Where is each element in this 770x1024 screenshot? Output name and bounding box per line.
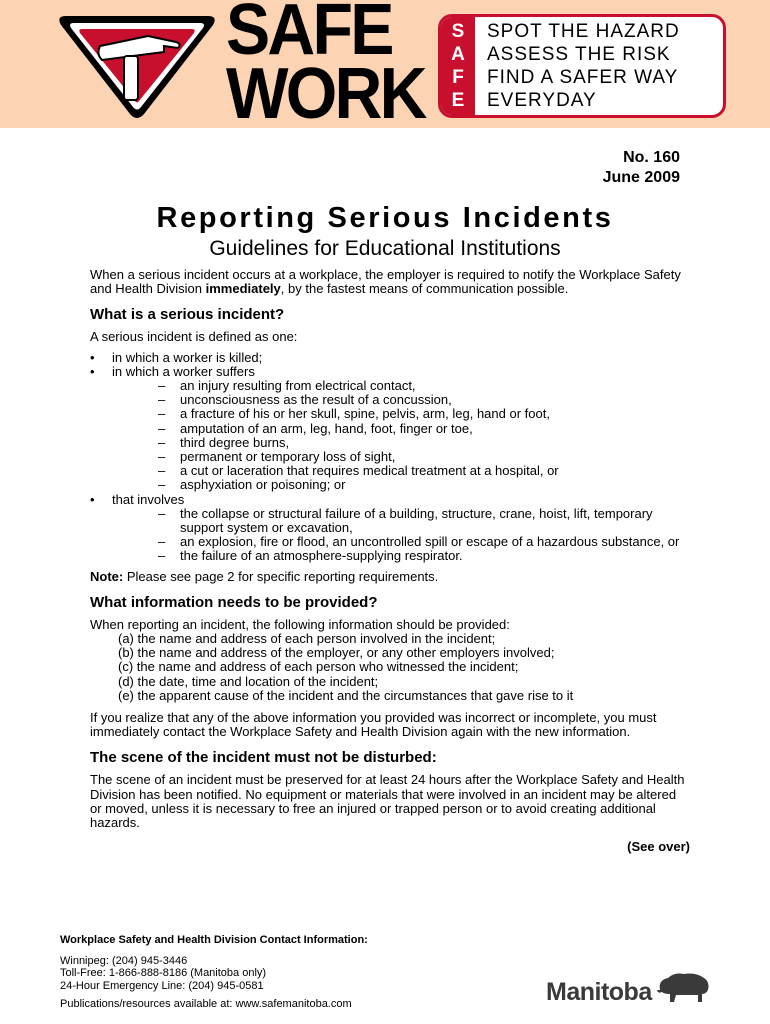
list-item: (b) the name and address of the employer, or any other employers involved;	[118, 645, 555, 661]
issue-info	[603, 148, 680, 188]
intro-emphasis: immediately	[205, 281, 281, 297]
intro-text: When a serious incident occurs at a workplace, the employer is required to notify the Workplace Safety and Health Division	[90, 267, 681, 297]
slogan-acronym-strip	[441, 17, 475, 115]
work-wordmark: WORK	[226, 54, 425, 134]
sublist-item: – third degree burns,	[158, 436, 690, 450]
section1-lead: A serious incident is defined as one:	[90, 329, 298, 345]
manitoba-wordmark: Manitoba	[546, 978, 652, 1006]
slogan-letter: A	[451, 44, 465, 65]
section-heading-scene: The scene of the incident must not be disturbed:	[90, 749, 437, 767]
section-heading-information: What information needs to be provided?	[90, 593, 378, 611]
slogan-letter: E	[451, 90, 465, 111]
section-heading-serious-incident: What is a serious incident?	[90, 306, 285, 324]
slogan-letter: S	[451, 21, 465, 42]
sublist-item: – an injury resulting from electrical contact,	[158, 379, 690, 393]
see-over-label: (See over)	[627, 839, 690, 855]
contact-line: Winnipeg: (204) 945-3446	[60, 954, 188, 967]
section2-lead: When reporting an incident, the following information should be provided:	[90, 616, 510, 632]
list-item: • that involves – the collapse or structural failure of a building, structure, crane, hoist, lift, temporary support system or excavation, – an explosion, fire or flood, an uncontrolled spill or escape of a hazardous substance, or – the failure of an atmosphere-supplying respirator.	[90, 493, 690, 564]
sublist-item: – an explosion, fire or flood, an uncontrolled spill or escape of a hazardous substance, or	[158, 535, 690, 549]
contact-heading: Workplace Safety and Health Division Contact Information:	[60, 934, 368, 946]
slogan-line: FIND A SAFER WAY	[487, 67, 679, 88]
contact-line: 24-Hour Emergency Line: (204) 945-0581	[60, 979, 264, 992]
issue-number: No. 160	[623, 149, 680, 166]
slogan-line: ASSESS THE RISK	[487, 44, 671, 65]
resources-line: Publications/resources available at: www.safemanitoba.com	[60, 998, 352, 1010]
list-item: • in which a worker is killed;	[90, 351, 690, 365]
header-banner	[0, 0, 770, 134]
sublist-item: – amputation of an arm, leg, hand, foot, finger or toe,	[158, 422, 690, 436]
serious-incident-list	[90, 351, 690, 564]
safe-wordmark: SAFE	[226, 0, 392, 70]
contact-footer	[60, 934, 480, 1011]
contact-line: Toll-Free: 1-866-888-8186 (Manitoba only)	[60, 967, 267, 979]
page-title: Reporting Serious Incidents	[156, 202, 614, 234]
list-item: (e) the apparent cause of the incident and the circumstances that gave rise to it	[118, 687, 574, 703]
slogan-box	[438, 14, 726, 118]
hammer-triangle-icon	[52, 10, 222, 122]
sublist-item: – asphyxiation or poisoning; or	[158, 478, 690, 492]
sublist-item: – the collapse or structural failure of a building, structure, crane, hoist, lift, temporary support system or excavation,	[158, 507, 690, 535]
sublist-item: – a fracture of his or her skull, spine, pelvis, arm, leg, hand or foot,	[158, 407, 690, 421]
intro-text-end: , by the fastest means of communication possible.	[280, 281, 569, 297]
information-list	[90, 632, 690, 703]
involves-sublist	[112, 507, 690, 564]
section2-followup: If you realize that any of the above information you provided was incorrect or incomplete, you must immediately contact the Workplace Safety and Health Division again with the new information.	[90, 710, 657, 740]
manitoba-logo	[546, 970, 712, 1007]
intro-paragraph	[90, 268, 690, 296]
list-item: (c) the name and address of each person who witnessed the incident;	[118, 659, 519, 675]
sublist-item: – the failure of an atmosphere-supplying respirator.	[158, 549, 690, 563]
bison-icon	[656, 970, 712, 1004]
sublist-item: – permanent or temporary loss of sight,	[158, 450, 690, 464]
slogan-letter: F	[452, 67, 464, 88]
slogan-line: SPOT THE HAZARD	[487, 21, 680, 42]
sublist-item: – a cut or laceration that requires medical treatment at a hospital, or	[158, 464, 690, 478]
list-item: • in which a worker suffers – an injury resulting from electrical contact, – unconsciousness as the result of a concussion, – a fracture of his or her skull, spine, pelvis, arm, leg, hand or foot, – amputation of an arm, leg, hand, foot, finger or toe, – third degree burns, – permanent or temporary loss of sight, – a cut or laceration that requires medical treatment at a hospital, or – asphyxiation or poisoning; or	[90, 365, 690, 493]
injury-sublist	[112, 379, 690, 493]
note-text: Please see page 2 for specific reporting requirements.	[123, 568, 439, 584]
slogan-line: EVERYDAY	[487, 90, 597, 111]
note-label: Note:	[90, 568, 124, 584]
page-subtitle: Guidelines for Educational Institutions	[209, 237, 561, 260]
sublist-item: – unconsciousness as the result of a concussion,	[158, 393, 690, 407]
list-item: (d) the date, time and location of the incident;	[118, 673, 379, 689]
list-item: (a) the name and address of each person involved in the incident;	[118, 631, 496, 647]
section3-text: The scene of an incident must be preserved for at least 24 hours after the Workplace Safety and Health Division has been notified. No equipment or materials that were involved in an incident may be altered or moved, unless it is necessary to free an injured or trapped person or to avoid creating additional hazards.	[90, 772, 685, 831]
issue-date: June 2009	[602, 169, 680, 186]
note-paragraph	[90, 570, 690, 584]
document-body	[90, 268, 690, 855]
